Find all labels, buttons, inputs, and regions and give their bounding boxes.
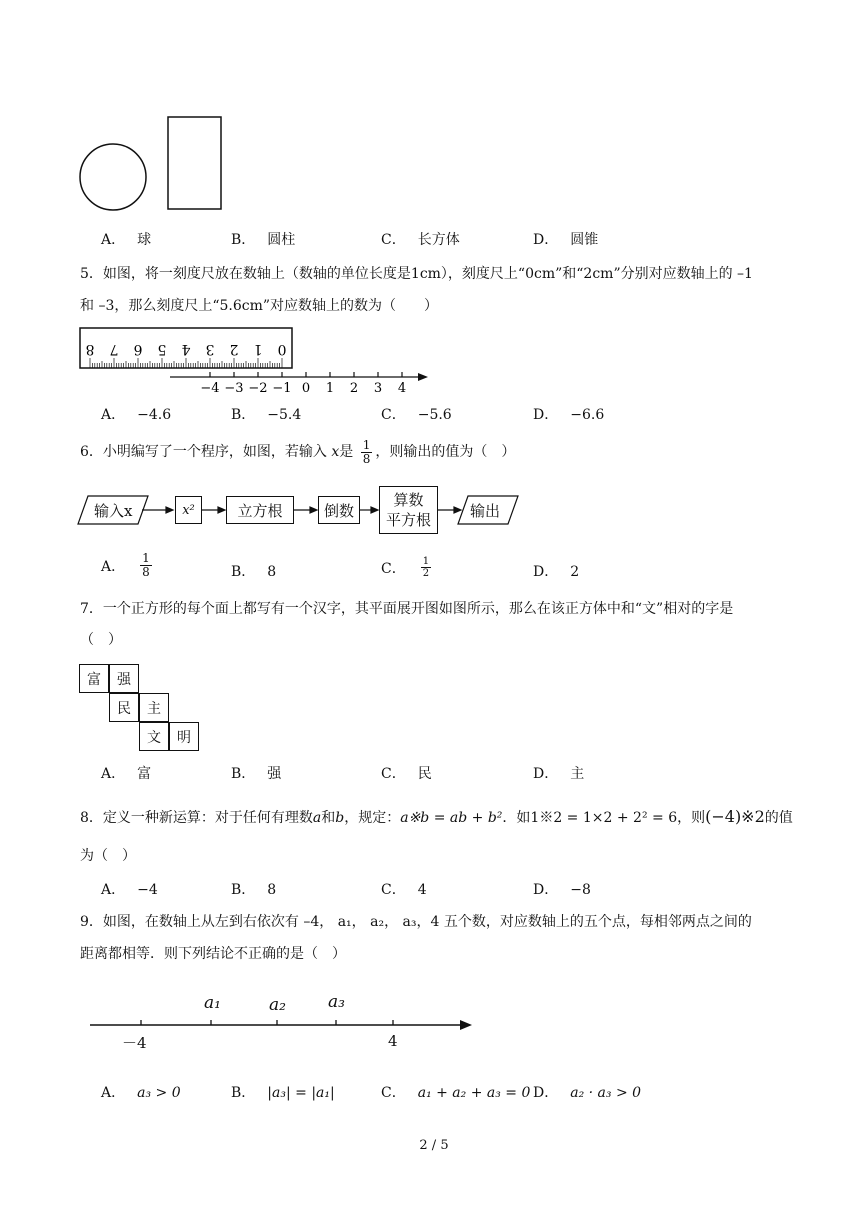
q6-stem: 6．小明编写了一个程序，如图，若输入 x是 $\frac{1}{8}$ ，则输出的值为（ ）	[80, 437, 516, 466]
q7-stem	[80, 594, 792, 656]
axis-tick-label: 1	[325, 381, 335, 396]
option-d: D． 圆锥	[533, 232, 599, 248]
net-cell-4: 主	[139, 693, 169, 722]
label-a2: a₂	[269, 995, 286, 1015]
q5-stem-line2: 和 –3，那么刻度尺上“5.6cm”对应数轴上的数为（ ）	[80, 298, 439, 314]
option-c: C． −5.6	[381, 407, 452, 423]
rectangle-shape	[168, 117, 221, 209]
circle-shape	[80, 144, 146, 210]
flow-input-label: 输入x	[94, 502, 133, 520]
label-a1: a₁	[204, 993, 221, 1013]
net-cell-3: 民	[109, 693, 139, 722]
q5-stem	[80, 258, 792, 322]
q5-axis-ticks	[200, 372, 406, 396]
ruler-digit: 7	[109, 341, 119, 357]
flow-output-label: 输出	[470, 502, 501, 520]
ruler-digit: 8	[85, 341, 95, 357]
option-b: B． |a₃| = |a₁|	[231, 1085, 335, 1101]
option-c: C． 民	[381, 766, 432, 782]
option-d: D． 主	[533, 766, 585, 782]
q9-stem-line2: 距离都相等．则下列结论不正确的是（ ）	[80, 946, 346, 962]
option-b: B． 强	[231, 766, 282, 782]
q5-stem-line1: 5．如图，将一刻度尺放在数轴上（数轴的单位长度是1cm），刻度尺上“0cm”和“2cm”分别对应数轴上的 –1	[80, 266, 753, 282]
axis-tick-label: 3	[373, 381, 383, 396]
ruler-digit: 2	[229, 341, 239, 357]
option-b: B． 圆柱	[231, 232, 296, 248]
ruler-digit: 0	[277, 341, 287, 357]
option-d: D． −6.6	[533, 407, 605, 423]
q6-flowchart	[76, 484, 526, 536]
option-a: A． $\frac{1}{8}$	[101, 551, 150, 579]
ruler-digit: 1	[253, 341, 263, 357]
axis-tick-label: 0	[301, 381, 311, 396]
option-c: C． a₁ + a₂ + a₃ = 0	[381, 1085, 531, 1101]
q5-number-line	[170, 373, 428, 381]
ruler-ticks	[90, 358, 282, 368]
axis-tick-label: −2	[248, 381, 268, 396]
axis-tick-label: −3	[224, 381, 244, 396]
flow-square-box: x²	[175, 496, 202, 524]
var-x: x	[331, 444, 340, 460]
operation-rule: a※b = ab + b²	[400, 810, 503, 826]
page-number: 2 / 5	[419, 1138, 449, 1153]
q9-stem	[80, 906, 792, 970]
ruler-digit: 4	[181, 341, 191, 357]
q7-stem-line1: 7．一个正方形的每个面上都写有一个汉字，其平面展开图如图所示，那么在该正方体中和“文”相对的字是	[80, 601, 734, 617]
label-minus-four: －4	[122, 1034, 147, 1052]
q9-stem-line1: 9．如图，在数轴上从左到右依次有 –4， a₁， a₂， a₃，4 五个数，对应数轴上的五个点，每相邻两点之间的	[80, 914, 752, 930]
axis-tick-label: −4	[200, 381, 220, 396]
option-c: C． 长方体	[381, 232, 460, 248]
q5-ruler-figure	[78, 326, 438, 396]
axis-tick-label: 4	[397, 381, 407, 396]
flow-sqrt-box: 算数 平方根	[379, 486, 438, 534]
flow-cube-root-box: 立方根	[226, 496, 294, 524]
option-d: D． 2	[533, 564, 580, 580]
option-c: C． $\frac{1}{2}$	[381, 556, 430, 579]
option-a: A． a₃ > 0	[101, 1085, 181, 1101]
q8-stem	[80, 798, 792, 875]
option-d: D． −8	[533, 882, 591, 898]
net-cell-5: 文	[139, 722, 169, 751]
q8-stem-line2: 为（ ）	[80, 848, 136, 864]
q7-stem-line2: （ ）	[80, 632, 122, 648]
q4-figure	[76, 112, 228, 214]
axis-tick-label: 2	[349, 381, 359, 396]
option-a: A． 富	[101, 766, 152, 782]
axis-tick-label: −1	[272, 381, 292, 396]
q8-stem-line1: 8．定义一种新运算：对于任何有理数a和b，规定：a※b = ab + b²．如1※2 = 1×2 + 2² = 6，则(−4)※2的值	[80, 807, 793, 826]
option-b: B． 8	[231, 882, 277, 898]
option-b: B． −5.4	[231, 407, 302, 423]
ruler-digits	[86, 341, 287, 357]
query-expression: (−4)※2	[705, 807, 765, 826]
option-c: C． 4	[381, 882, 427, 898]
flow-reciprocal-box: 倒数	[318, 496, 360, 524]
option-d: D． a₂ · a₃ > 0	[533, 1085, 642, 1101]
option-a: A． −4.6	[101, 407, 172, 423]
ruler-digit: 6	[133, 341, 143, 357]
option-b: B． 8	[231, 564, 277, 580]
net-cell-2: 强	[109, 664, 139, 693]
option-a: A． −4	[101, 882, 158, 898]
option-a: A． 球	[101, 232, 152, 248]
fraction-one-eighth: $\frac{1}{8}$	[362, 437, 371, 466]
net-cell-1: 富	[79, 664, 109, 693]
ruler-digit: 5	[157, 341, 167, 357]
example-expression: 1※2 = 1×2 + 2² = 6	[530, 810, 678, 826]
label-four: 4	[388, 1032, 398, 1050]
net-cell-6: 明	[169, 722, 199, 751]
label-a3: a₃	[328, 992, 345, 1012]
ruler-digit: 3	[205, 341, 215, 357]
